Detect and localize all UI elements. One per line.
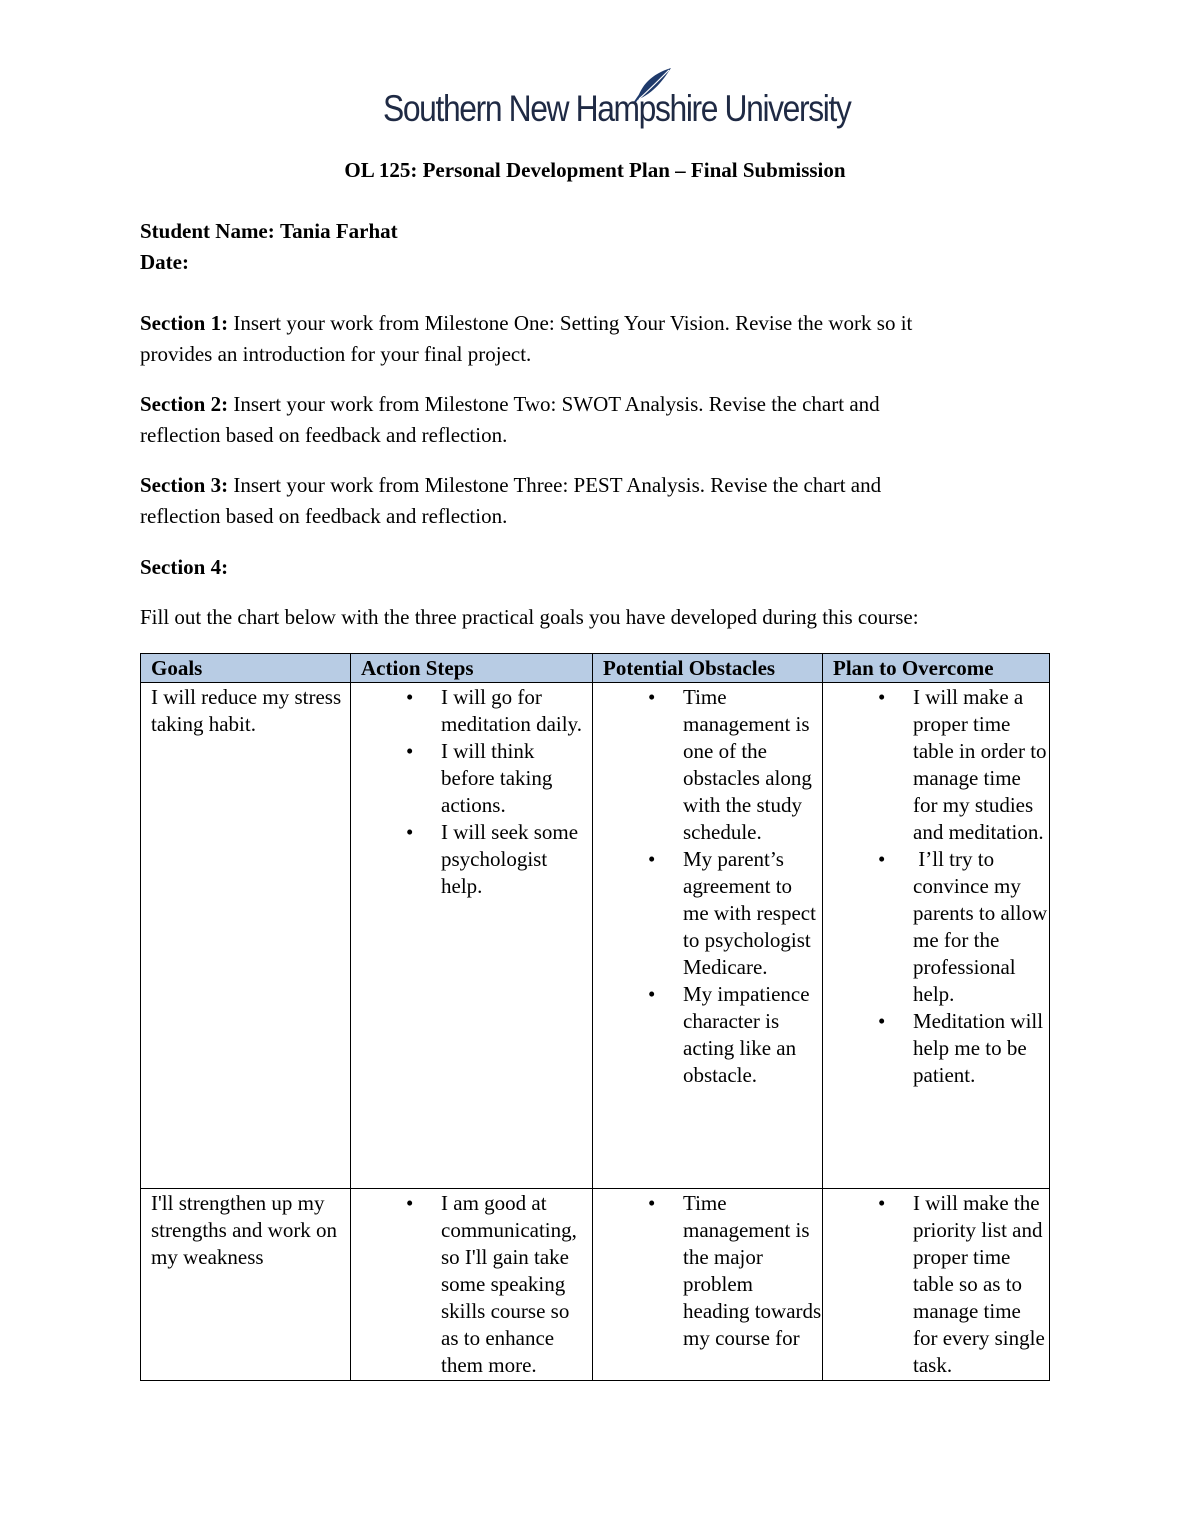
section-1-label: Section 1: <box>140 311 229 335</box>
student-name-line <box>140 216 1050 247</box>
table-row <box>141 683 1050 1189</box>
obstacles-cell <box>593 683 823 1189</box>
page-title: OL 125: Personal Development Plan – Final Submission <box>344 158 846 182</box>
student-name-value: Tania Farhat <box>280 219 398 243</box>
section-2-label: Section 2: <box>140 392 229 416</box>
section-2 <box>140 389 1050 451</box>
action-steps-cell <box>351 683 593 1189</box>
section-3-text-line1: Insert your work from Milestone Three: PEST Analysis. Revise the chart and <box>233 473 882 497</box>
section-4-label: Section 4: <box>140 555 229 579</box>
section-3 <box>140 470 1050 532</box>
student-name-label: Student Name: <box>140 219 275 243</box>
section-3-label: Section 3: <box>140 473 229 497</box>
list-item: • My parent’s agreement to me with respect to psychologist Medicare. <box>683 846 822 981</box>
header-goals: Goals <box>141 654 351 683</box>
table-row <box>141 1189 1050 1381</box>
list-item: • Time management is one of the obstacles along with the study schedule. <box>683 684 822 846</box>
logo-text: Southern New Hampshire University <box>383 88 851 129</box>
header-action-steps: Action Steps <box>351 654 593 683</box>
list-item: • Time management is the major problem heading towards my course for <box>683 1190 822 1352</box>
list-item: • I will make a proper time table in order to manage time for my studies and meditation. <box>913 684 1049 846</box>
section-1-text-line1: Insert your work from Milestone One: Setting Your Vision. Revise the work so it <box>233 311 913 335</box>
list-item: • I will think before taking actions. <box>441 738 592 819</box>
list-item: • I will seek some psychologist help. <box>441 819 592 900</box>
chart-instruction: Fill out the chart below with the three practical goals you have developed during this course: <box>140 605 919 629</box>
plan-cell <box>823 683 1050 1189</box>
list-item: • I’ll try to convince my parents to allow me for the professional help. <box>913 846 1049 1008</box>
header-potential-obstacles: Potential Obstacles <box>593 654 823 683</box>
list-item: • My impatience character is acting like an obstacle. <box>683 981 822 1089</box>
plan-cell <box>823 1189 1050 1381</box>
list-item: • Meditation will help me to be patient. <box>913 1008 1049 1089</box>
obstacles-cell <box>593 1189 823 1381</box>
list-item: • I am good at communicating, so I'll gain take some speaking skills course so as to enhance them more. <box>441 1190 592 1379</box>
table-header-row <box>141 654 1050 683</box>
goal-cell: I will reduce my stress taking habit. <box>141 683 351 1189</box>
section-2-text-line2: reflection based on feedback and reflection. <box>140 423 508 447</box>
goal-cell: I'll strengthen up my strengths and work on my weakness <box>141 1189 351 1381</box>
university-logo <box>383 66 851 138</box>
header-plan-to-overcome: Plan to Overcome <box>823 654 1050 683</box>
section-2-text-line1: Insert your work from Milestone Two: SWOT Analysis. Revise the chart and <box>233 392 880 416</box>
list-item: • I will make the priority list and proper time table so as to manage time for every single task. <box>913 1190 1049 1379</box>
list-item: • I will go for meditation daily. <box>441 684 592 738</box>
goals-table <box>140 653 1050 1381</box>
section-1-text-line2: provides an introduction for your final project. <box>140 342 532 366</box>
section-1 <box>140 308 1050 370</box>
date-label: Date: <box>140 250 189 274</box>
section-3-text-line2: reflection based on feedback and reflection. <box>140 504 508 528</box>
action-steps-cell <box>351 1189 593 1381</box>
